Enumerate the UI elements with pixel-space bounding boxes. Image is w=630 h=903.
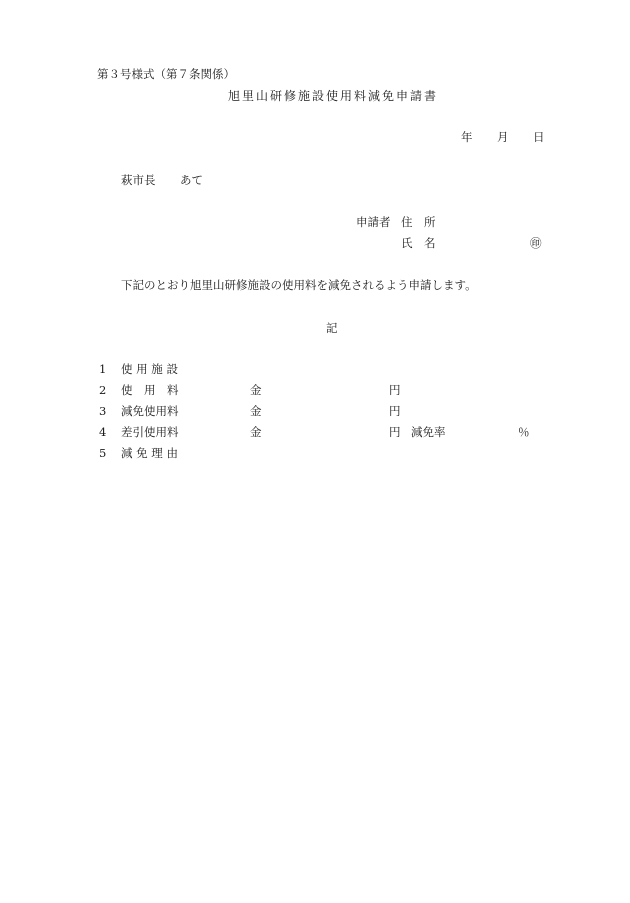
- item-kin: 金: [250, 383, 262, 397]
- date-month-label: 月: [497, 130, 509, 144]
- item-number: 4: [99, 425, 107, 439]
- item-en: 円: [389, 404, 401, 418]
- applicant-label: 申請者: [356, 215, 391, 229]
- date-day-label: 日: [533, 130, 545, 144]
- item-en: 円: [389, 425, 401, 439]
- request-body-text: 下記のとおり旭里山研修施設の使用料を減免されるよう申請します。: [121, 278, 477, 292]
- applicant-address-label: 住 所: [401, 215, 436, 229]
- addressee-suffix: あて: [180, 173, 203, 187]
- item-number: 1: [99, 362, 107, 376]
- reduction-rate-label: 減免率: [411, 425, 446, 439]
- percent-sign: ％: [518, 425, 530, 439]
- item-label-net-fee: 差引使用料: [121, 425, 179, 439]
- item-label-reduced-fee: 減免使用料: [121, 404, 179, 418]
- document-title: 旭里山研修施設使用料減免申請書: [228, 89, 439, 103]
- seal-mark: ㊞: [530, 236, 542, 250]
- item-label-fee: 使 用 料: [121, 383, 179, 397]
- item-number: 3: [99, 404, 107, 418]
- item-en: 円: [389, 383, 401, 397]
- item-number: 2: [99, 383, 107, 397]
- item-kin: 金: [250, 425, 262, 439]
- applicant-name-label: 氏 名: [401, 236, 436, 250]
- item-number: 5: [99, 446, 107, 460]
- item-label-facility: 使 用 施 設: [121, 362, 178, 376]
- form-number: 第３号様式（第７条関係）: [97, 67, 235, 81]
- addressee-mayor: 萩市長: [121, 173, 156, 187]
- ki-heading: 記: [326, 321, 338, 335]
- date-year-label: 年: [461, 130, 473, 144]
- item-label-reason: 減 免 理 由: [121, 446, 178, 460]
- item-kin: 金: [250, 404, 262, 418]
